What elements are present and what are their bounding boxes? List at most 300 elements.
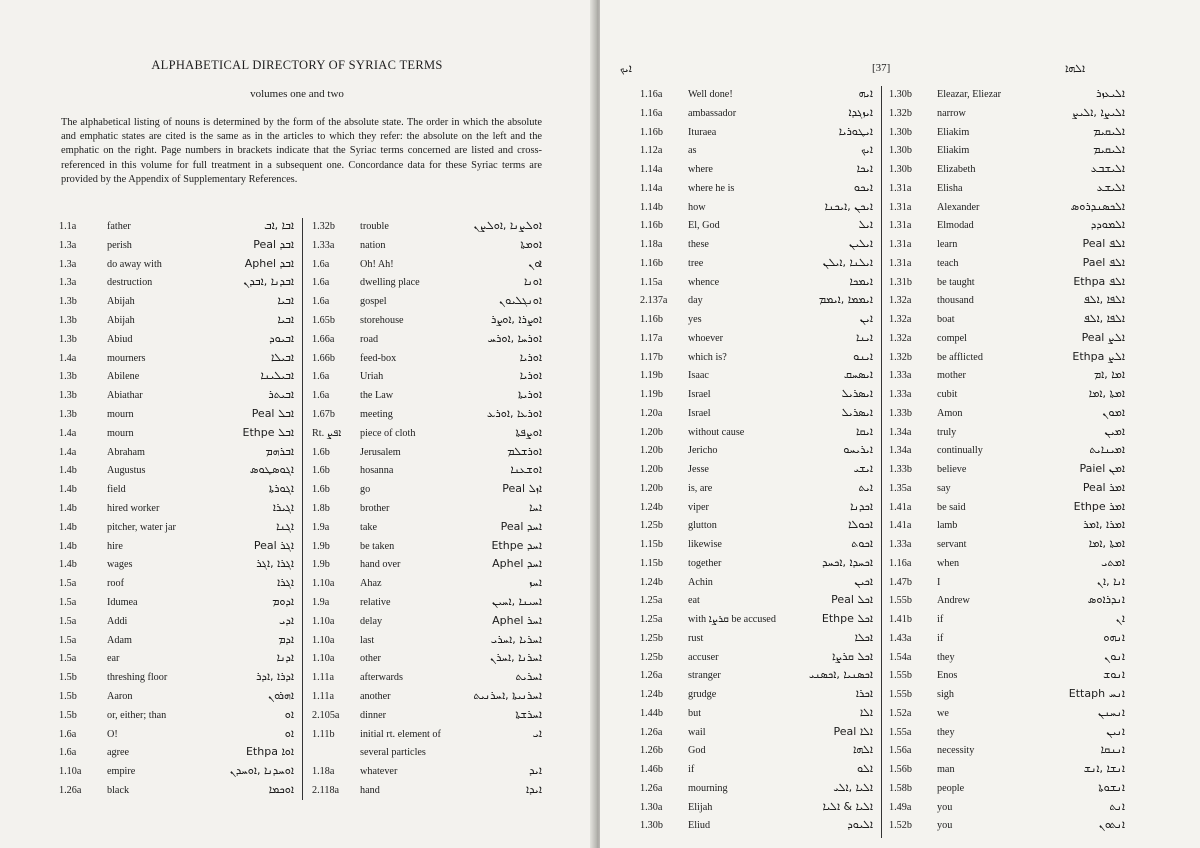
entry-syriac: ܐܘܪܫܠܡ [507, 444, 542, 458]
entry-syriac: Ethpa ܐܠܨ [1072, 349, 1125, 363]
entry-english: piece of cloth [360, 427, 416, 439]
entry-syriac: ܐܘܢܐ [523, 275, 542, 289]
entry-syriac: ܐܢܗܘ [1103, 630, 1125, 644]
entry-english: trouble [360, 221, 389, 232]
entry-reference: 1.3a [59, 277, 77, 289]
directory-entry [640, 574, 877, 593]
entry-syriac: ܐܘܫܥܢܐ [510, 463, 542, 477]
entry-reference: 1.26a [640, 726, 663, 738]
directory-entry [59, 425, 298, 444]
entry-english: agree [107, 747, 130, 759]
entry-english: accuser [688, 651, 719, 663]
entry-english: gospel [360, 296, 387, 308]
entry-reference: 1.26b [640, 745, 663, 757]
entry-reference: 1.10a [59, 766, 82, 778]
entry-syriac: ܐܝܗ [858, 87, 873, 100]
entry-english: Abiud [107, 333, 133, 345]
entry-english: nation [360, 239, 386, 251]
entry-english: Well done! [688, 89, 733, 100]
entry-english: yes [688, 314, 702, 325]
entry-syriac: Ethpa ܐܠܦ [1073, 274, 1125, 288]
entry-syriac: ܐܢ [1115, 612, 1125, 625]
entry-reference: 1.41a [889, 501, 912, 513]
entry-syriac: ܐܝܢܘ [853, 349, 873, 363]
entry-reference: 1.8b [312, 502, 330, 514]
directory-entry [640, 536, 877, 555]
directory-entry [640, 236, 877, 255]
directory-entry [59, 726, 298, 745]
entry-english: as [688, 145, 697, 157]
entry-english: believe [937, 464, 967, 475]
entry-english: black [107, 784, 130, 796]
entry-syriac: ܐܘܡܬܐ [520, 237, 542, 251]
entry-reference: 1.6b [312, 465, 330, 477]
directory-entry [640, 330, 877, 349]
entry-syriac: ܐܠܗܐ [852, 743, 873, 757]
entry-english: relative [360, 596, 391, 608]
entry-reference: 1.5a [59, 634, 77, 646]
page-number: [37] [872, 62, 891, 74]
entry-syriac: ܐܚܪܝܐ ,ܐܚܪܝ [490, 632, 542, 646]
entry-syriac: ܐܘܪܥܐ ,ܐܘܪܥ [486, 406, 542, 420]
entry-reference: 1.6a [312, 258, 330, 270]
entry-reference: 1.49a [889, 801, 912, 813]
entry-english: Ituraea [688, 126, 717, 138]
entry-reference: 1.19b [640, 389, 663, 400]
directory-entry [640, 274, 877, 293]
directory-entry [889, 349, 1129, 368]
entry-english: necessity [937, 745, 975, 757]
entry-english: delay [360, 615, 383, 627]
directory-entry [640, 386, 877, 405]
entry-english: Elisha [937, 182, 963, 194]
entry-syriac: ܐܠܟܣܢܕܪܘܣ [1070, 199, 1125, 213]
directory-entry [889, 105, 1129, 124]
entry-english: cubit [937, 389, 958, 400]
entry-syriac: ܐܓܝܪܐ [272, 500, 294, 514]
directory-entry [312, 688, 546, 707]
entry-english: feed-box [360, 352, 397, 364]
entry-english: they [937, 726, 955, 738]
entry-english: mourn [107, 408, 134, 420]
directory-entry [312, 350, 546, 369]
entry-reference: 1.25a [640, 595, 663, 607]
entry-reference: 1.31b [889, 276, 912, 288]
entry-syriac: ܐܡܬܝ [1101, 555, 1125, 569]
directory-entry [312, 481, 546, 500]
entry-reference: 1.3a [59, 258, 77, 270]
entry-syriac: ܐܠܝܩܝܡ [1093, 124, 1125, 138]
directory-entry [312, 650, 546, 669]
directory-entry [59, 519, 298, 538]
entry-english: O! [107, 728, 118, 740]
entry-english: another [360, 690, 391, 702]
entry-reference: 1.17b [640, 351, 663, 363]
directory-entry [312, 237, 546, 256]
entry-english: be taught [937, 276, 975, 288]
entry-syriac: ܐܡܝܢ [1104, 424, 1125, 438]
entry-syriac: ܐܢܬ [1109, 799, 1125, 813]
directory-entry [640, 742, 877, 761]
entry-english: be said [937, 501, 966, 513]
entry-english: dinner [360, 709, 387, 721]
entry-reference: 1.4a [59, 427, 77, 439]
entry-syriac: ܐܢܫܐ ,ܐܢܫ [1083, 762, 1125, 775]
entry-syriac: ܐܓܘܣܛܘܣ [249, 463, 294, 477]
entry-syriac: ܐܘܢ [528, 256, 542, 270]
entry-reference: 1.5b [59, 690, 77, 702]
directory-entry [640, 405, 877, 424]
entry-english: storehouse [360, 314, 404, 326]
entry-reference: 1.47b [889, 576, 912, 588]
entry-syriac: ܐܡܝܢܐܝܬ [1089, 443, 1125, 457]
directory-entry [312, 744, 546, 763]
entry-english: these [688, 239, 709, 250]
entry-english: several particles [360, 747, 426, 759]
entry-syriac: Peal ܐܙܠ [502, 482, 542, 496]
entry-syriac: ܐܝܛܘܪܝܐ [838, 124, 873, 138]
entry-english: learn [937, 239, 958, 250]
directory-entry [312, 763, 546, 782]
entry-english: stranger [688, 670, 721, 682]
entry-reference: 1.26a [640, 782, 663, 794]
entry-english: Abijah [107, 296, 135, 308]
directory-entry [59, 782, 298, 801]
entry-syriac: ܐܘܪܝܬܐ [518, 388, 542, 402]
entry-syriac: ܐܝܟ [861, 143, 873, 157]
entry-reference: 1.5a [59, 615, 77, 627]
entry-syriac: ܐܕܘܡ [272, 594, 294, 608]
entry-reference: 1.9a [312, 596, 330, 608]
entry-reference: 1.20a [640, 407, 663, 419]
entry-english: Jesse [688, 464, 709, 475]
entry-english: people [937, 782, 965, 794]
entry-syriac: ܐܠܝܐ & ܐܠܝܐ [822, 799, 873, 813]
entry-syriac: ܐܝܢܐ [856, 330, 873, 344]
directory-entry [889, 817, 1129, 836]
directory-entry [312, 519, 546, 538]
entry-reference: 1.3b [59, 371, 77, 383]
entry-english: God [688, 745, 706, 757]
entry-english: viper [688, 501, 709, 513]
entry-syriac: ܐܝܫܝ [853, 462, 873, 475]
directory-entry [640, 592, 877, 611]
directory-entry [640, 161, 877, 180]
entry-english: whoever [688, 332, 724, 344]
page-subtitle: volumes one and two [250, 88, 344, 100]
entry-english: take [360, 521, 377, 533]
entry-english: if [688, 764, 695, 775]
entry-syriac: Aphel ܐܚܕ [492, 557, 542, 571]
entry-syriac: Ethpe ܐܒܠ [242, 425, 294, 439]
directory-entry [640, 442, 877, 461]
directory-entry [59, 556, 298, 575]
entry-english: afterwards [360, 672, 403, 684]
entry-syriac: ܐܠܐ [859, 705, 873, 719]
entry-syriac: ܐܢܚܢܢ [1098, 705, 1125, 719]
entry-reference: 2.118a [312, 784, 340, 796]
entry-reference: 1.15b [640, 539, 663, 550]
entry-reference: 1.66a [312, 333, 335, 345]
directory-entry [312, 331, 546, 350]
directory-entry [312, 256, 546, 275]
directory-entry [889, 761, 1129, 780]
entry-reference: 1.43a [889, 632, 912, 644]
entry-reference: 1.16b [640, 220, 663, 232]
entry-english: Jerusalem [360, 446, 401, 458]
entry-reference: 1.44b [640, 707, 663, 719]
directory-entry [312, 613, 546, 632]
entry-reference: 1.5b [59, 672, 77, 684]
entry-english: which is? [688, 351, 727, 363]
entry-syriac: ܐܝܟܢ ,ܐܝܟܢܐ [824, 199, 873, 213]
entry-reference: 1.11a [312, 690, 334, 702]
entry-reference: 1.30b [640, 820, 663, 832]
entry-english: whence [688, 276, 720, 288]
entry-reference: 1.20b [640, 445, 663, 457]
entry-syriac: ܐܚܪܢܝܬܐ ,ܐܚܪܢܝܬ [473, 688, 542, 702]
entry-reference: 1.46b [640, 764, 663, 775]
entry-english: they [937, 651, 955, 663]
directory-entry [640, 311, 877, 330]
entry-syriac: Ethpe ܐܚܕ [491, 538, 542, 552]
entry-syriac: ܐܘܚܕܢܐ ,ܐܘܚܕܢ [229, 764, 294, 778]
entry-english: eat [688, 595, 700, 607]
directory-entry [640, 667, 877, 686]
directory-entry [59, 218, 298, 237]
entry-reference: 1.4b [59, 465, 77, 477]
entry-reference: 1.30b [889, 164, 912, 175]
entry-english: rust [688, 632, 704, 644]
entry-english: when [937, 557, 960, 569]
entry-reference: 1.6a [312, 371, 330, 383]
entry-english: Israel [688, 389, 711, 400]
directory-entry [889, 124, 1129, 143]
directory-entry [640, 799, 877, 818]
entry-syriac: ܐܟܪܐ [855, 687, 873, 700]
entry-reference: 1.30a [640, 801, 663, 813]
entry-english: hire [107, 540, 123, 552]
entry-reference: 1.32a [889, 295, 912, 307]
entry-english: say [937, 482, 951, 494]
entry-syriac: ܐܓܪܐ ,ܐܓܪ [256, 557, 294, 571]
entry-syriac: ܐܘ [284, 726, 294, 740]
entry-reference: 1.6a [312, 390, 330, 402]
entry-english: Addi [107, 615, 128, 627]
entry-reference: 1.4a [59, 446, 77, 458]
entry-english: hand [360, 784, 380, 796]
entry-syriac: ܐܢܘܫ [1103, 668, 1125, 682]
directory-entry [889, 161, 1129, 180]
entry-english: whatever [360, 766, 398, 778]
entry-english: Abraham [107, 446, 145, 458]
left-column-2 [312, 218, 546, 801]
entry-reference: 1.9b [312, 540, 330, 552]
directory-entry [640, 555, 877, 574]
entry-syriac: Peal ܐܓܪ [253, 538, 294, 552]
entry-syriac: ܐܝ [532, 726, 542, 740]
directory-entry [59, 331, 298, 350]
entry-syriac: ܐܝܣܪܝܠ [841, 387, 873, 400]
directory-entry [640, 630, 877, 649]
entry-english: Abiathar [107, 390, 143, 402]
entry-reference: 1.6a [312, 296, 330, 308]
entry-english: road [360, 333, 379, 345]
directory-entry [59, 763, 298, 782]
entry-syriac: ܐܚܝܢܐ ,ܐܚܝܢ [491, 594, 542, 608]
intro-paragraph: The alphabetical listing of nouns is determined by the form of the absolute state. The order in which the absolute and emphatic states are cited is the same as in the articles to which they refer: the absolute on the left and the emphatic on the right. Page numbers in brackets indicate that the Syriac terms concerned are listed and cross-referenced in this volume for full treatment in a subsequent one. Concordance data for these Syriac terms are provided by the Appendix of Supplementary References. [61, 117, 542, 185]
entry-english: mourning [688, 782, 728, 794]
entry-syriac: ܐܢܝܢ [1106, 724, 1125, 738]
directory-entry [59, 387, 298, 406]
running-head-left: ܐܝܟ [620, 62, 632, 75]
entry-english: Elizabeth [937, 164, 976, 175]
entry-reference: 1.3b [59, 333, 77, 345]
directory-entry [312, 462, 546, 481]
entry-english: Isaac [688, 370, 709, 382]
entry-syriac: ܐܢܫܘܬܐ [1098, 780, 1125, 794]
directory-entry [59, 406, 298, 425]
entry-reference: 1.20b [640, 482, 663, 494]
directory-entry [59, 744, 298, 763]
entry-reference: 1.52b [889, 820, 912, 832]
entry-english: Abijah [107, 314, 135, 326]
entry-syriac: ܐܓܘܪܬܐ [268, 482, 294, 496]
entry-english: narrow [937, 107, 966, 119]
entry-reference: 1.33a [889, 389, 912, 400]
directory-entry [889, 499, 1129, 518]
directory-entry [640, 686, 877, 705]
directory-entry [889, 461, 1129, 480]
entry-english: brother [360, 502, 390, 514]
entry-reference: 1.32b [889, 351, 912, 363]
entry-reference: 1.33a [889, 539, 912, 550]
entry-reference: 1.15b [640, 557, 663, 569]
entry-reference: 1.33a [889, 370, 912, 382]
entry-english: where he is [688, 182, 735, 194]
entry-reference: 1.41a [889, 520, 912, 532]
entry-syriac: Peal ܐܒܠ [251, 406, 294, 420]
directory-entry [312, 575, 546, 594]
entry-english: we [937, 707, 949, 719]
entry-reference: 1.5a [59, 596, 77, 608]
entry-syriac: ܐܟܘܬ [851, 537, 873, 550]
entry-syriac: Aphel ܐܒܕ [244, 256, 294, 270]
entry-reference: 1.1a [59, 221, 77, 232]
entry-syriac: ܐܘܨܦܬܐ [515, 425, 542, 439]
directory-entry [889, 367, 1129, 386]
entry-syriac: ܐܝܠ [858, 218, 873, 232]
entry-syriac: ܐܝܬ [858, 480, 873, 494]
entry-syriac: ܐܘܢܓܠܝܘܢ [499, 294, 542, 308]
directory-entry [640, 611, 877, 630]
directory-entry [889, 667, 1129, 686]
directory-entry [59, 707, 298, 726]
directory-entry [59, 669, 298, 688]
entry-syriac: Ethpa ܐܘܐ [245, 745, 294, 759]
directory-entry [312, 594, 546, 613]
entry-syriac: ܐܘܟܡܐ [268, 782, 294, 796]
entry-english: mourners [107, 352, 146, 364]
entry-reference: 1.14a [640, 182, 663, 194]
entry-reference: 1.16a [640, 107, 663, 119]
page-title: ALPHABETICAL DIRECTORY OF SYRIAC TERMS [151, 58, 443, 72]
entry-reference: 1.4b [59, 559, 77, 571]
entry-english: boat [937, 314, 955, 325]
entry-reference: 1.35a [889, 482, 912, 494]
running-head-right: ܐܠܗܐ [1065, 62, 1086, 75]
entry-english: but [688, 707, 702, 719]
entry-syriac: ܐܝܕ [529, 764, 542, 778]
entry-reference: 1.55b [889, 670, 912, 682]
directory-entry [889, 742, 1129, 761]
entry-english: hand over [360, 559, 401, 571]
entry-english: where [688, 164, 713, 175]
directory-entry [59, 312, 298, 331]
entry-english: hosanna [360, 465, 394, 477]
entry-syriac: Peal ܐܟܠ [831, 593, 873, 607]
directory-entry [640, 499, 877, 518]
entry-reference: 1.5b [59, 709, 77, 721]
entry-english: Enos [937, 670, 958, 682]
directory-entry [312, 368, 546, 387]
entry-syriac: ܐܒܕܢܐ ,ܐܒܕܢ [243, 275, 294, 289]
entry-english: pitcher, water jar [107, 521, 176, 533]
entry-english: Elmodad [937, 220, 974, 232]
entry-syriac: ܐܒܝܐ [277, 312, 294, 326]
entry-reference: 1.3b [59, 296, 77, 308]
entry-syriac: ܐܝܟܘ [853, 180, 873, 194]
entry-reference: 1.54a [889, 651, 912, 663]
entry-english: how [688, 201, 706, 213]
directory-entry [889, 724, 1129, 743]
entry-english: glutton [688, 520, 717, 532]
entry-english: roof [107, 578, 124, 590]
entry-english: ambassador [688, 107, 737, 119]
entry-reference: 1.66b [312, 352, 335, 364]
directory-entry [889, 442, 1129, 461]
right-page [600, 0, 1200, 848]
entry-syriac: ܐܟܘܠܐ [848, 518, 873, 532]
directory-entry [640, 761, 877, 780]
entry-syriac: ܐܢܢܩܐ [1100, 743, 1125, 757]
entry-syriac: ܐܕܪܐ ,ܐܕܪ [256, 670, 294, 684]
entry-english: teach [937, 257, 959, 269]
entry-syriac: Ethpe ܐܟܠ [821, 612, 873, 625]
directory-entry [59, 613, 298, 632]
entry-english: Ahaz [360, 578, 382, 590]
entry-english: I [937, 576, 941, 588]
directory-entry [640, 142, 877, 161]
entry-syriac: ܐܓܢܐ [276, 519, 294, 533]
entry-syriac: ܐܡܐ ,ܐܡ [1094, 368, 1125, 382]
directory-entry [889, 649, 1129, 668]
directory-entry [640, 86, 877, 105]
entry-reference: 1.65b [312, 314, 335, 326]
entry-english: do away with [107, 258, 162, 270]
entry-reference: 1.3a [59, 239, 77, 251]
left-page [0, 0, 594, 848]
entry-syriac: ܐܝܢ [859, 312, 873, 325]
entry-english: go [360, 484, 371, 496]
entry-english: Israel [688, 407, 711, 419]
entry-reference: 1.55b [889, 689, 912, 700]
entry-syriac: ܐܕܡ [278, 632, 294, 646]
entry-syriac: ܐܟܠ ܩܪܨܐ [831, 649, 873, 663]
entry-english: Elijah [688, 801, 713, 813]
entry-reference: 1.24b [640, 689, 663, 700]
entry-english: threshing floor [107, 672, 168, 684]
